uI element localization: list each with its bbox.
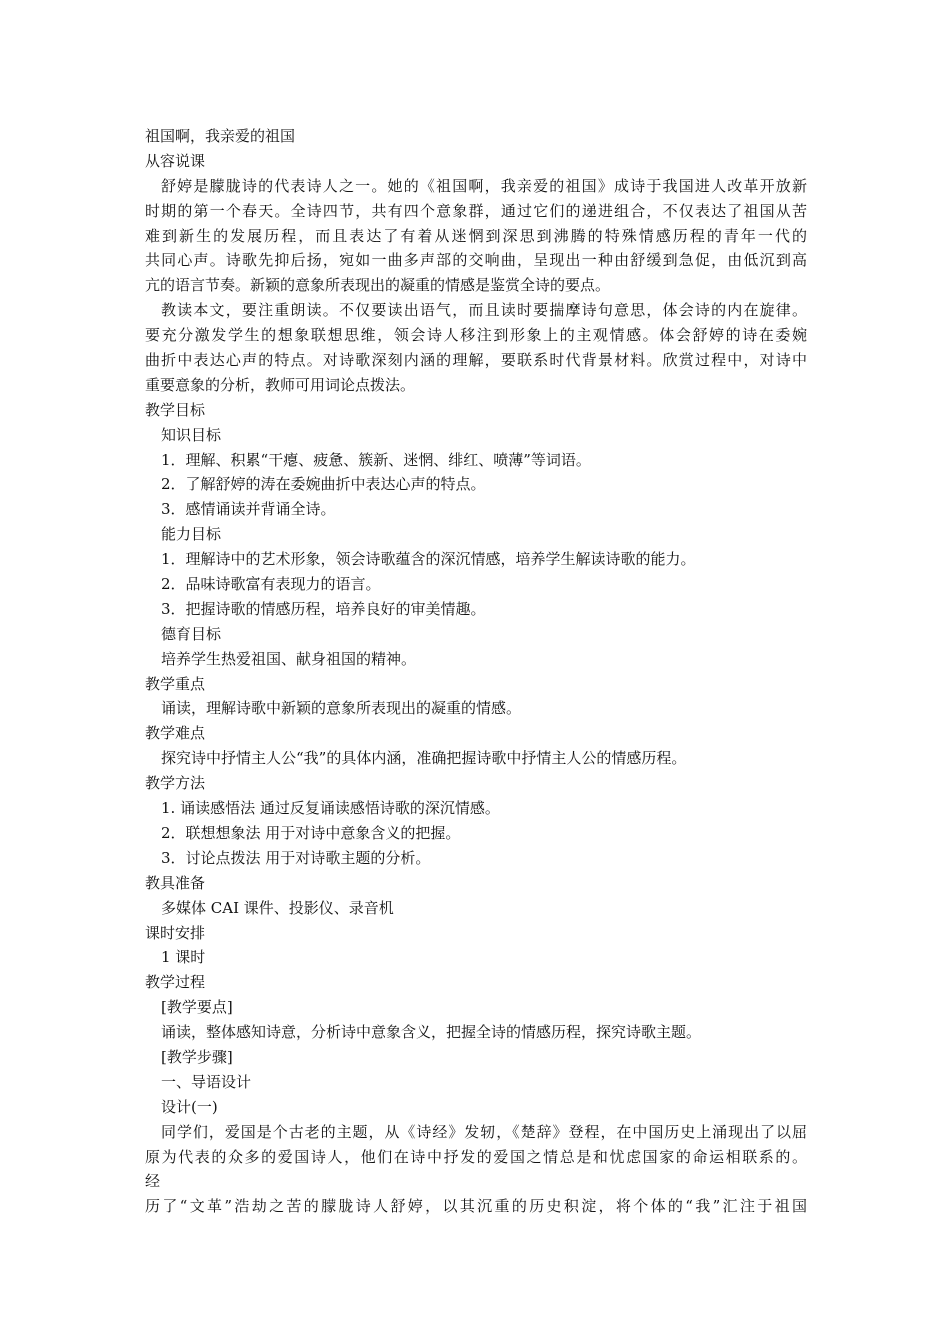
section-heading: 教学过程 xyxy=(145,973,206,992)
text-line: 一、导语设计 xyxy=(161,1072,252,1091)
text-line: 亢的语言节奏。新颖的意象所表现出的凝重的情感是鉴赏全诗的要点。 xyxy=(145,276,611,295)
text-line: 重要意象的分析，教师可用词论点拨法。 xyxy=(145,375,416,394)
text-line: 德育目标 xyxy=(161,624,222,643)
text-line: 要充分激发学生的想象联想思维，领会诗人移注到形象上的主观情感。体会舒婷的诗在委婉 xyxy=(145,326,807,345)
text-line: 探究诗中抒情主人公“我”的具体内涵，准确把握诗歌中抒情主人公的情感历程。 xyxy=(161,749,687,768)
section-heading: 教学难点 xyxy=(145,724,206,743)
text-line: 知识目标 xyxy=(161,425,222,444)
text-line: [教学要点] xyxy=(161,998,233,1017)
section-heading: 教学重点 xyxy=(145,674,206,693)
section-heading: 课时安排 xyxy=(145,923,206,942)
text-line: 舒婷是朦胧诗的代表诗人之一。她的《祖国啊，我亲爱的祖国》成诗于我国进人改革开放新 xyxy=(161,176,807,195)
text-line: 2．联想想象法 用于对诗中意象含义的把握。 xyxy=(161,823,461,842)
text-line: 2．了解舒婷的涛在委婉曲折中表达心声的特点。 xyxy=(161,475,486,494)
text-line: 教读本文，要注重朗读。不仅要读出语气，而且读时要揣摩诗句意思，体会诗的内在旋律。 xyxy=(161,301,807,320)
text-line: 1. 诵读感悟法 通过反复诵读感悟诗歌的深沉情感。 xyxy=(161,799,500,818)
section-heading: 教学目标 xyxy=(145,400,206,419)
section-heading: 祖国啊，我亲爱的祖国 xyxy=(145,127,296,145)
text-line: 1．理解诗中的艺术形象，领会诗歌蕴含的深沉情感，培养学生解读诗歌的能力。 xyxy=(161,550,696,569)
text-line: 1．理解、积累“干瘪、疲惫、簇新、迷惘、绯红、喷薄”等词语。 xyxy=(161,450,591,469)
text-line: 历了“文革”浩劫之苦的朦胧诗人舒婷，以其沉重的历史积淀，将个体的“我”汇注于祖国 xyxy=(145,1197,807,1216)
text-line: 原为代表的众多的爱国诗人，他们在诗中抒发的爱国之情总是和忧虑国家的命运相联系的。 xyxy=(145,1147,807,1166)
text-line: 3．感情诵读并背诵全诗。 xyxy=(161,500,336,519)
section-heading: 教学方法 xyxy=(145,774,206,793)
section-heading: 从容说课 xyxy=(145,151,206,170)
text-line: 同学们，爱国是个古老的主题，从《诗经》发轫，《楚辞》登程，在中国历史上涌现出了以屈 xyxy=(161,1122,807,1141)
text-line: 难到新生的发展历程，而且表达了有着从迷惘到深思到沸腾的特殊情感历程的青年一代的 xyxy=(145,226,807,245)
text-line: 3．讨论点拨法 用于对诗歌主题的分析。 xyxy=(161,848,431,867)
text-line: 曲折中表达心声的特点。对诗歌深刻内涵的理解，要联系时代背景材料。欣赏过程中，对诗中 xyxy=(145,351,807,370)
text-line: [教学步骤] xyxy=(161,1047,233,1066)
text-line: 设计(一) xyxy=(161,1097,218,1116)
document-body xyxy=(145,124,807,1219)
text-line: 2．品味诗歌富有表现力的语言。 xyxy=(161,575,381,594)
text-line: 经 xyxy=(145,1172,161,1191)
text-line: 3．把握诗歌的情感历程，培养良好的审美情趣。 xyxy=(161,599,486,618)
text-line: 诵读，整体感知诗意，分析诗中意象含义，把握全诗的情感历程，探究诗歌主题。 xyxy=(161,1023,702,1042)
text-line: 时期的第一个春天。全诗四节，共有四个意象群，通过它们的递进组合，不仅表达了祖国从苦 xyxy=(145,201,807,220)
text-line: 1 课时 xyxy=(161,948,206,967)
text-line: 能力目标 xyxy=(161,525,222,544)
text-line: 多媒体 CAI 课件、投影仪、录音机 xyxy=(161,898,394,917)
text-line: 诵读，理解诗歌中新颖的意象所表现出的凝重的情感。 xyxy=(161,699,522,718)
text-line: 共同心声。诗歌先抑后扬，宛如一曲多声部的交响曲，呈现出一种由舒缓到急促，由低沉到高 xyxy=(145,251,807,270)
text-line: 培养学生热爱祖国、献身祖国的精神。 xyxy=(161,649,417,668)
section-heading: 教具准备 xyxy=(145,873,206,892)
